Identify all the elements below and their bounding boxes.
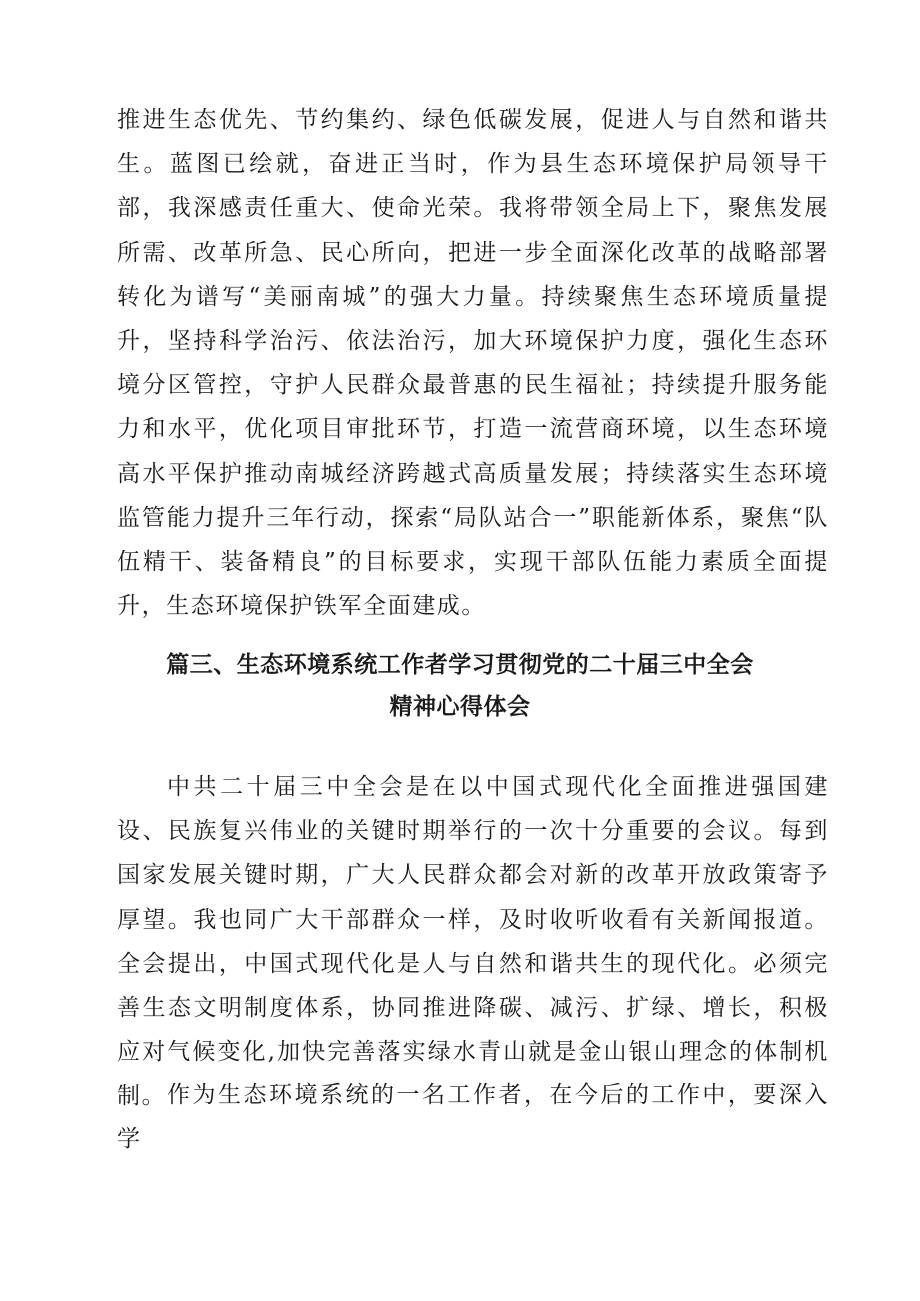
- body-paragraph-1: 推进生态优先、节约集约、绿色低碳发展，促进人与自然和谐共生。蓝图已绘就，奋进正当时，作为县生态环境保护局领导干部，我深感责任重大、使命光荣。我将带领全局上下，聚焦发展所需、改革所急、民心所向，把进一步全面深化改革的战略部署转化为谱写“美丽南城”的强大力量。持续聚焦生态环境质量提升，坚持科学治污、依法治污，加大环境保护力度，强化生态环境分区管控，守护人民群众最普惠的民生福祉；持续提升服务能力和水平，优化项目审批环节，打造一流营商环境，以生态环境高水平保护推动南城经济跨越式高质量发展；持续落实生态环境监管能力提升三年行动，探索“局队站合一”职能新体系，聚焦“队伍精干、装备精良”的目标要求，实现干部队伍能力素质全面提升，生态环境保护铁军全面建成。: [117, 107, 829, 620]
- section-heading-line-1: 篇三、生态环境系统工作者学习贯彻党的二十届三中全会: [166, 652, 754, 678]
- body-paragraph-2: 中共二十届三中全会是在以中国式现代化全面推进强国建设、民族复兴伟业的关键时期举行的一次十分重要的会议。每到国家发展关键时期，广大人民群众都会对新的改革开放政策寄予厚望。我也同广大干部群众一样，及时收听收看有关新闻报道。全会提出，中国式现代化是人与自然和谐共生的现代化。必须完善生态文明制度体系，协同推进降碳、减污、扩绿、增长，积极应对气候变化,加快完善落实绿水青山就是金山银山理念的体制机制。: [117, 774, 829, 1110]
- body-paragraph-3: 作为生态环境系统的一名工作者，在今后的工作中，要深入学: [117, 1082, 829, 1153]
- section-heading-line-2: 精神心得体会: [389, 694, 531, 720]
